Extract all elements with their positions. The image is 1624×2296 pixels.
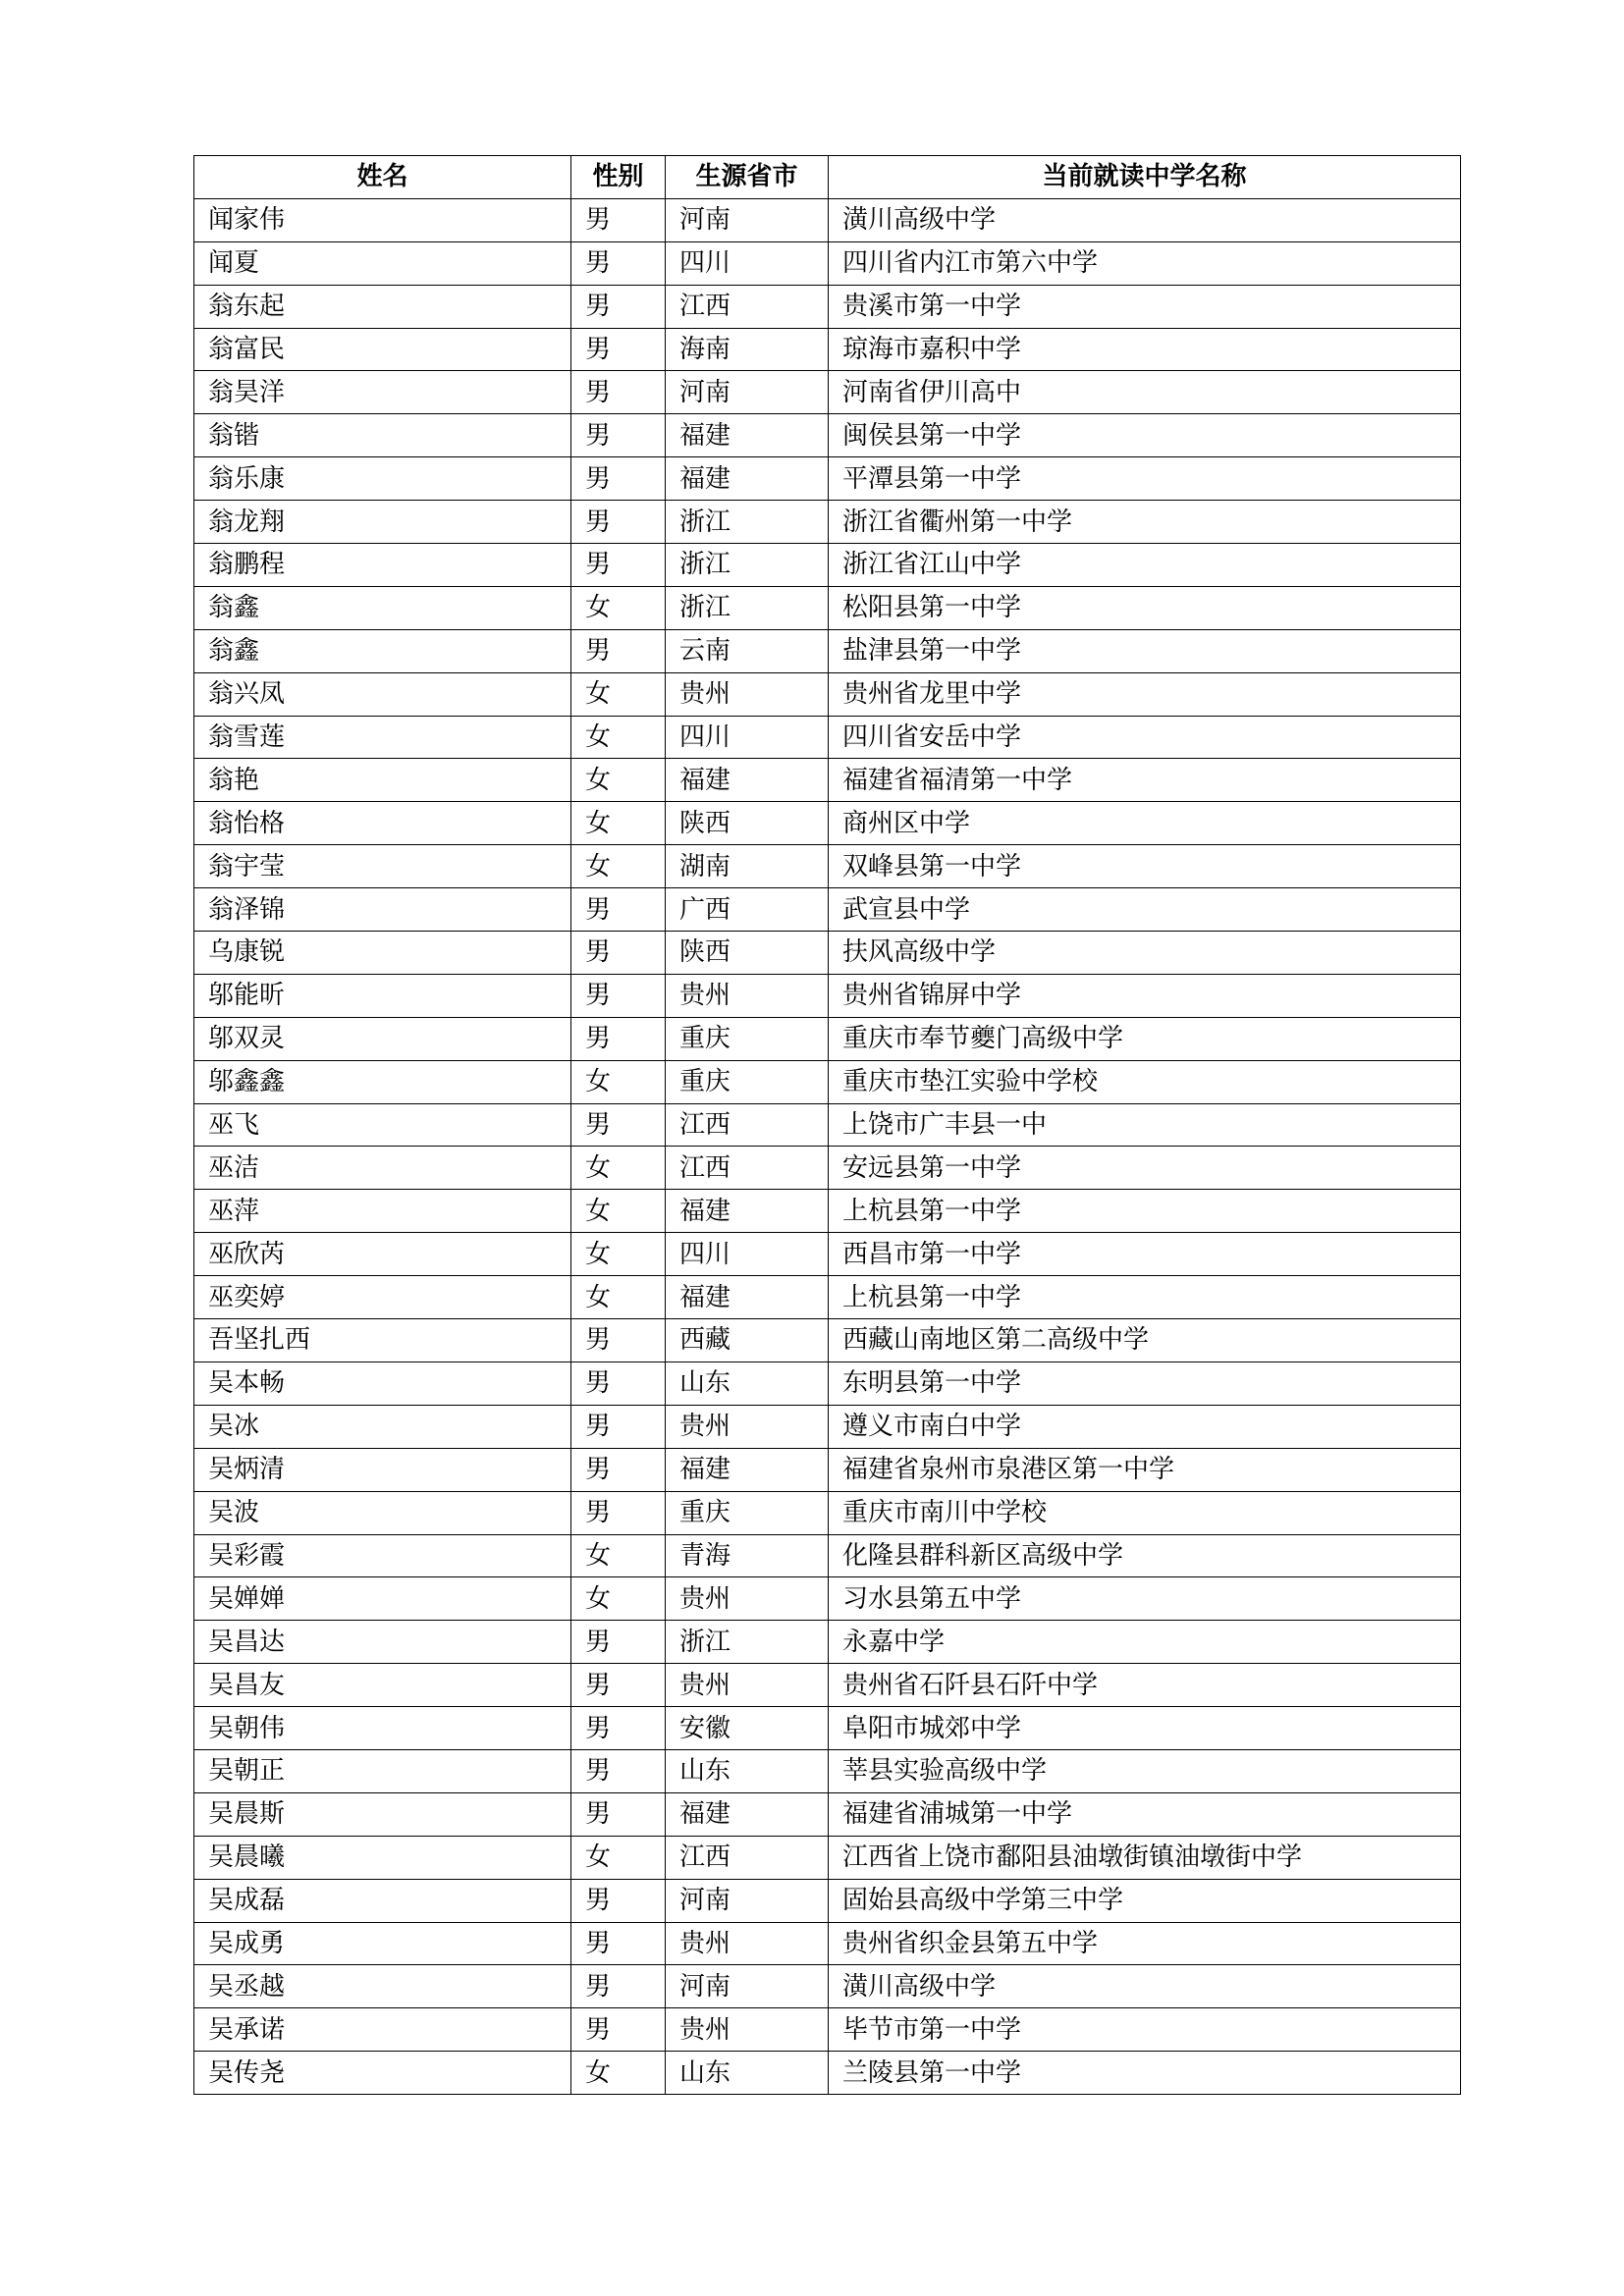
cell-school: 重庆市奉节夔门高级中学 (829, 1017, 1461, 1060)
cell-gender: 女 (571, 586, 666, 629)
cell-province: 福建 (666, 457, 829, 501)
cell-school: 双峰县第一中学 (829, 845, 1461, 888)
cell-province: 四川 (666, 1233, 829, 1276)
cell-gender: 男 (571, 1448, 666, 1491)
table-row (194, 1922, 1461, 1965)
cell-province: 湖南 (666, 845, 829, 888)
cell-school: 西藏山南地区第二高级中学 (829, 1319, 1461, 1362)
cell-name: 吴冰 (194, 1405, 571, 1448)
cell-province: 西藏 (666, 1319, 829, 1362)
cell-province: 福建 (666, 759, 829, 802)
cell-name: 翁雪莲 (194, 716, 571, 759)
cell-name: 翁乐康 (194, 457, 571, 501)
cell-name: 翁鑫 (194, 629, 571, 672)
cell-gender: 男 (571, 932, 666, 975)
table-row (194, 241, 1461, 285)
cell-gender: 女 (571, 716, 666, 759)
cell-name: 吴晨斯 (194, 1792, 571, 1836)
table-body (194, 198, 1461, 2094)
cell-gender: 男 (571, 1362, 666, 1405)
cell-school: 浙江省江山中学 (829, 544, 1461, 587)
cell-school: 扶风高级中学 (829, 932, 1461, 975)
cell-school: 商州区中学 (829, 802, 1461, 845)
cell-name: 吴朝正 (194, 1749, 571, 1792)
cell-name: 翁鑫 (194, 586, 571, 629)
cell-gender: 男 (571, 285, 666, 328)
cell-gender: 男 (571, 974, 666, 1017)
cell-name: 吴成磊 (194, 1879, 571, 1922)
cell-gender: 男 (571, 544, 666, 587)
table-row (194, 1621, 1461, 1664)
table-row (194, 1664, 1461, 1707)
cell-gender: 男 (571, 1965, 666, 2008)
table-row (194, 1879, 1461, 1922)
cell-name: 吴昌友 (194, 1664, 571, 1707)
cell-name: 翁龙翔 (194, 501, 571, 544)
cell-name: 翁宇莹 (194, 845, 571, 888)
cell-school: 化隆县群科新区高级中学 (829, 1534, 1461, 1577)
cell-gender: 男 (571, 198, 666, 241)
header-school: 当前就读中学名称 (829, 156, 1461, 199)
cell-name: 闻夏 (194, 241, 571, 285)
cell-school: 福建省浦城第一中学 (829, 1792, 1461, 1836)
table-row (194, 1017, 1461, 1060)
table-row (194, 1448, 1461, 1491)
cell-province: 江西 (666, 285, 829, 328)
cell-gender: 女 (571, 1147, 666, 1190)
table-row (194, 1749, 1461, 1792)
cell-province: 贵州 (666, 1577, 829, 1621)
table-row (194, 1965, 1461, 2008)
cell-province: 重庆 (666, 1491, 829, 1534)
cell-school: 上杭县第一中学 (829, 1190, 1461, 1233)
cell-province: 海南 (666, 328, 829, 371)
cell-gender: 女 (571, 845, 666, 888)
table-header-row (194, 156, 1461, 199)
cell-school: 毕节市第一中学 (829, 2008, 1461, 2052)
table-row (194, 1534, 1461, 1577)
cell-name: 翁昊洋 (194, 371, 571, 414)
cell-province: 陕西 (666, 802, 829, 845)
cell-province: 江西 (666, 1836, 829, 1879)
table-row (194, 328, 1461, 371)
cell-name: 邬鑫鑫 (194, 1060, 571, 1103)
cell-province: 江西 (666, 1103, 829, 1147)
cell-school: 贵州省龙里中学 (829, 672, 1461, 716)
cell-school: 琼海市嘉积中学 (829, 328, 1461, 371)
cell-province: 山东 (666, 1362, 829, 1405)
cell-gender: 男 (571, 1621, 666, 1664)
cell-school: 江西省上饶市鄱阳县油墩街镇油墩街中学 (829, 1836, 1461, 1879)
cell-name: 邬双灵 (194, 1017, 571, 1060)
table-row (194, 414, 1461, 457)
cell-name: 吴成勇 (194, 1922, 571, 1965)
table-row (194, 198, 1461, 241)
table-row (194, 457, 1461, 501)
table-row (194, 1491, 1461, 1534)
table-row (194, 932, 1461, 975)
cell-school: 浙江省衢州第一中学 (829, 501, 1461, 544)
table-row (194, 371, 1461, 414)
table-row (194, 285, 1461, 328)
table-row (194, 629, 1461, 672)
cell-gender: 女 (571, 802, 666, 845)
cell-school: 西昌市第一中学 (829, 1233, 1461, 1276)
cell-name: 吾坚扎西 (194, 1319, 571, 1362)
table-row (194, 1233, 1461, 1276)
cell-name: 翁鹏程 (194, 544, 571, 587)
cell-school: 重庆市垫江实验中学校 (829, 1060, 1461, 1103)
cell-gender: 女 (571, 1534, 666, 1577)
cell-gender: 女 (571, 1060, 666, 1103)
cell-school: 福建省福清第一中学 (829, 759, 1461, 802)
cell-gender: 女 (571, 1190, 666, 1233)
cell-name: 巫洁 (194, 1147, 571, 1190)
cell-province: 浙江 (666, 544, 829, 587)
cell-school: 上杭县第一中学 (829, 1276, 1461, 1319)
cell-province: 河南 (666, 1879, 829, 1922)
table-row (194, 2008, 1461, 2052)
cell-gender: 女 (571, 1836, 666, 1879)
table-row (194, 974, 1461, 1017)
cell-gender: 男 (571, 414, 666, 457)
cell-name: 巫飞 (194, 1103, 571, 1147)
table-row (194, 759, 1461, 802)
cell-name: 吴婵婵 (194, 1577, 571, 1621)
cell-gender: 男 (571, 328, 666, 371)
cell-gender: 女 (571, 1276, 666, 1319)
cell-school: 上饶市广丰县一中 (829, 1103, 1461, 1147)
cell-school: 习水县第五中学 (829, 1577, 1461, 1621)
cell-gender: 女 (571, 672, 666, 716)
cell-gender: 男 (571, 1319, 666, 1362)
cell-province: 河南 (666, 198, 829, 241)
header-name: 姓名 (194, 156, 571, 199)
cell-name: 翁艳 (194, 759, 571, 802)
table-row (194, 1792, 1461, 1836)
cell-province: 安徽 (666, 1707, 829, 1750)
cell-school: 贵州省锦屏中学 (829, 974, 1461, 1017)
cell-school: 河南省伊川高中 (829, 371, 1461, 414)
table-row (194, 1707, 1461, 1750)
cell-name: 翁富民 (194, 328, 571, 371)
cell-school: 兰陵县第一中学 (829, 2052, 1461, 2095)
cell-province: 重庆 (666, 1060, 829, 1103)
cell-gender: 男 (571, 1103, 666, 1147)
cell-gender: 男 (571, 1749, 666, 1792)
cell-name: 翁锴 (194, 414, 571, 457)
cell-school: 潢川高级中学 (829, 1965, 1461, 2008)
cell-gender: 男 (571, 1792, 666, 1836)
cell-gender: 女 (571, 1233, 666, 1276)
cell-school: 阜阳市城郊中学 (829, 1707, 1461, 1750)
cell-school: 贵溪市第一中学 (829, 285, 1461, 328)
table-row (194, 2052, 1461, 2095)
table-row (194, 802, 1461, 845)
table-row (194, 1362, 1461, 1405)
table-row (194, 1836, 1461, 1879)
cell-name: 吴传尧 (194, 2052, 571, 2095)
cell-name: 吴承诺 (194, 2008, 571, 2052)
cell-province: 贵州 (666, 1664, 829, 1707)
cell-gender: 男 (571, 1879, 666, 1922)
cell-school: 平潭县第一中学 (829, 457, 1461, 501)
cell-school: 遵义市南白中学 (829, 1405, 1461, 1448)
table-row (194, 1276, 1461, 1319)
cell-school: 四川省安岳中学 (829, 716, 1461, 759)
cell-gender: 男 (571, 241, 666, 285)
cell-name: 吴本畅 (194, 1362, 571, 1405)
table-row (194, 1319, 1461, 1362)
cell-name: 翁怡格 (194, 802, 571, 845)
cell-school: 永嘉中学 (829, 1621, 1461, 1664)
cell-name: 吴炳清 (194, 1448, 571, 1491)
cell-province: 山东 (666, 2052, 829, 2095)
cell-province: 广西 (666, 888, 829, 932)
cell-province: 江西 (666, 1147, 829, 1190)
cell-gender: 女 (571, 1577, 666, 1621)
cell-province: 四川 (666, 716, 829, 759)
cell-gender: 男 (571, 2008, 666, 2052)
cell-school: 莘县实验高级中学 (829, 1749, 1461, 1792)
cell-province: 贵州 (666, 1922, 829, 1965)
cell-province: 福建 (666, 1792, 829, 1836)
cell-gender: 女 (571, 759, 666, 802)
cell-province: 云南 (666, 629, 829, 672)
cell-name: 乌康锐 (194, 932, 571, 975)
table-row (194, 716, 1461, 759)
cell-gender: 男 (571, 629, 666, 672)
table-row (194, 1147, 1461, 1190)
cell-province: 福建 (666, 1276, 829, 1319)
cell-school: 武宣县中学 (829, 888, 1461, 932)
cell-gender: 男 (571, 1017, 666, 1060)
table-row (194, 1405, 1461, 1448)
cell-name: 翁东起 (194, 285, 571, 328)
cell-school: 贵州省石阡县石阡中学 (829, 1664, 1461, 1707)
cell-school: 贵州省织金县第五中学 (829, 1922, 1461, 1965)
cell-province: 四川 (666, 241, 829, 285)
cell-name: 吴昌达 (194, 1621, 571, 1664)
cell-gender: 男 (571, 1707, 666, 1750)
cell-gender: 男 (571, 1491, 666, 1534)
table-row (194, 544, 1461, 587)
cell-province: 贵州 (666, 1405, 829, 1448)
table-row (194, 888, 1461, 932)
cell-name: 吴晨曦 (194, 1836, 571, 1879)
cell-gender: 男 (571, 1405, 666, 1448)
student-table (193, 155, 1461, 2095)
cell-school: 安远县第一中学 (829, 1147, 1461, 1190)
cell-name: 吴波 (194, 1491, 571, 1534)
cell-gender: 男 (571, 1664, 666, 1707)
cell-province: 浙江 (666, 1621, 829, 1664)
cell-name: 吴丞越 (194, 1965, 571, 2008)
cell-name: 翁兴凤 (194, 672, 571, 716)
table-row (194, 1577, 1461, 1621)
cell-school: 固始县高级中学第三中学 (829, 1879, 1461, 1922)
table-row (194, 672, 1461, 716)
cell-name: 闻家伟 (194, 198, 571, 241)
cell-school: 重庆市南川中学校 (829, 1491, 1461, 1534)
cell-province: 贵州 (666, 974, 829, 1017)
cell-name: 翁泽锦 (194, 888, 571, 932)
table-row (194, 501, 1461, 544)
cell-province: 福建 (666, 1448, 829, 1491)
table-row (194, 845, 1461, 888)
cell-school: 松阳县第一中学 (829, 586, 1461, 629)
cell-gender: 男 (571, 1922, 666, 1965)
cell-school: 闽侯县第一中学 (829, 414, 1461, 457)
cell-name: 吴朝伟 (194, 1707, 571, 1750)
cell-name: 巫欣芮 (194, 1233, 571, 1276)
cell-province: 贵州 (666, 2008, 829, 2052)
cell-name: 吴彩霞 (194, 1534, 571, 1577)
cell-province: 福建 (666, 414, 829, 457)
cell-school: 东明县第一中学 (829, 1362, 1461, 1405)
cell-school: 四川省内江市第六中学 (829, 241, 1461, 285)
cell-school: 潢川高级中学 (829, 198, 1461, 241)
cell-gender: 男 (571, 371, 666, 414)
table-row (194, 1060, 1461, 1103)
cell-gender: 男 (571, 501, 666, 544)
cell-name: 巫萍 (194, 1190, 571, 1233)
cell-province: 浙江 (666, 586, 829, 629)
cell-gender: 男 (571, 888, 666, 932)
cell-name: 巫奕婷 (194, 1276, 571, 1319)
header-gender: 性别 (571, 156, 666, 199)
cell-province: 贵州 (666, 672, 829, 716)
table-row (194, 586, 1461, 629)
cell-province: 河南 (666, 1965, 829, 2008)
cell-school: 盐津县第一中学 (829, 629, 1461, 672)
cell-province: 山东 (666, 1749, 829, 1792)
cell-gender: 女 (571, 2052, 666, 2095)
cell-province: 浙江 (666, 501, 829, 544)
cell-province: 福建 (666, 1190, 829, 1233)
cell-gender: 男 (571, 457, 666, 501)
cell-school: 福建省泉州市泉港区第一中学 (829, 1448, 1461, 1491)
cell-province: 青海 (666, 1534, 829, 1577)
cell-province: 陕西 (666, 932, 829, 975)
table-row (194, 1190, 1461, 1233)
header-province: 生源省市 (666, 156, 829, 199)
table-row (194, 1103, 1461, 1147)
cell-name: 邬能昕 (194, 974, 571, 1017)
cell-province: 河南 (666, 371, 829, 414)
cell-province: 重庆 (666, 1017, 829, 1060)
